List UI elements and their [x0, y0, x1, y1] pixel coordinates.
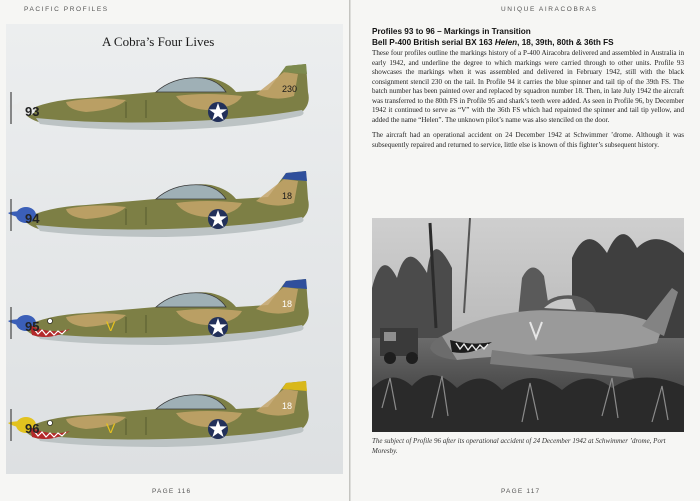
- aircraft-profile-93: [6, 52, 343, 152]
- subheading-aircraft-name: Helen: [494, 38, 518, 47]
- shark-eye: [48, 421, 53, 426]
- photo-image: [372, 218, 684, 432]
- body-paragraph-1: These four profiles outline the markings history of a P-400 Airacobra delivered and assembled in Australia in early 1942, and underline the degree to which markings were carried through to other units. Profile 93 showcases the markings when it was assembled and delivered in February 1942, still with the black consignment stencil 230 on the tail. In Profile 94 it carries the blue spinner and tail tip of the 39th FS. The batch number has been painted over and replaced by squadron number 18. Then, in late July 1942 the aircraft was transferred to the 80th FS in Profile 95 and shark’s teeth were added. As seen in Profile 96, by December 1942 it continued to serve as “V” with the 36th FS which had repainted the spinner and tail tip yellow, and added the name “Helen”. The unknown pilot’s name was also stenciled on the door.: [372, 49, 684, 124]
- aircraft-profile-95: [6, 267, 343, 367]
- profile-94: [6, 159, 343, 259]
- subheading-part-b: , 18, 39th, 80th & 36th FS: [517, 38, 614, 47]
- door-letter: V: [106, 420, 116, 436]
- propeller: [10, 409, 12, 441]
- body-paragraph-2: The aircraft had an operational accident on 24 December 1942 at Schwimmer ’drome. Although it was subsequently repaired and returned to service, little else is known of this fighter’s subsequent history.: [372, 131, 684, 149]
- tail-code: 18: [282, 191, 293, 201]
- panel-title: A Cobra’s Four Lives: [102, 34, 215, 49]
- profile-number: 93: [25, 104, 40, 119]
- photo-caption: The subject of Profile 96 after its operational accident of 24 December 1942 at Schwimmer ’drome, Port Moresby.: [372, 437, 666, 455]
- profile-number: 96: [25, 421, 40, 436]
- profile-95: [6, 267, 343, 367]
- page-number-left: PAGE 116: [152, 488, 192, 495]
- propeller: [10, 199, 12, 231]
- running-head-left: PACIFIC PROFILES: [24, 6, 109, 13]
- left-page: [0, 0, 349, 501]
- right-page: [351, 0, 700, 501]
- propeller: [10, 307, 12, 339]
- subheading-part-a: Bell P-400 British serial BX 163: [372, 38, 495, 47]
- article: [372, 26, 684, 150]
- wreck-photograph: [372, 218, 684, 432]
- profile-panel: [6, 24, 343, 474]
- tail-code: 18: [282, 299, 293, 309]
- tail-code: 18: [282, 401, 293, 411]
- article-subheading: [372, 37, 684, 48]
- profile-93: [6, 52, 343, 152]
- aircraft-profile-94: [6, 159, 343, 259]
- shark-eye: [48, 319, 53, 324]
- door-letter: V: [106, 318, 116, 334]
- page-number-right: PAGE 117: [501, 488, 541, 495]
- aircraft-profile-96: [6, 369, 343, 469]
- tail-code: 230: [282, 84, 298, 94]
- profile-number: 95: [25, 319, 40, 334]
- propeller: [10, 92, 12, 124]
- profile-number: 94: [25, 211, 40, 226]
- running-head-right: UNIQUE AIRACOBRAS: [501, 6, 598, 13]
- article-heading: Profiles 93 to 96 – Markings in Transition: [372, 27, 531, 36]
- profile-96: [6, 369, 343, 469]
